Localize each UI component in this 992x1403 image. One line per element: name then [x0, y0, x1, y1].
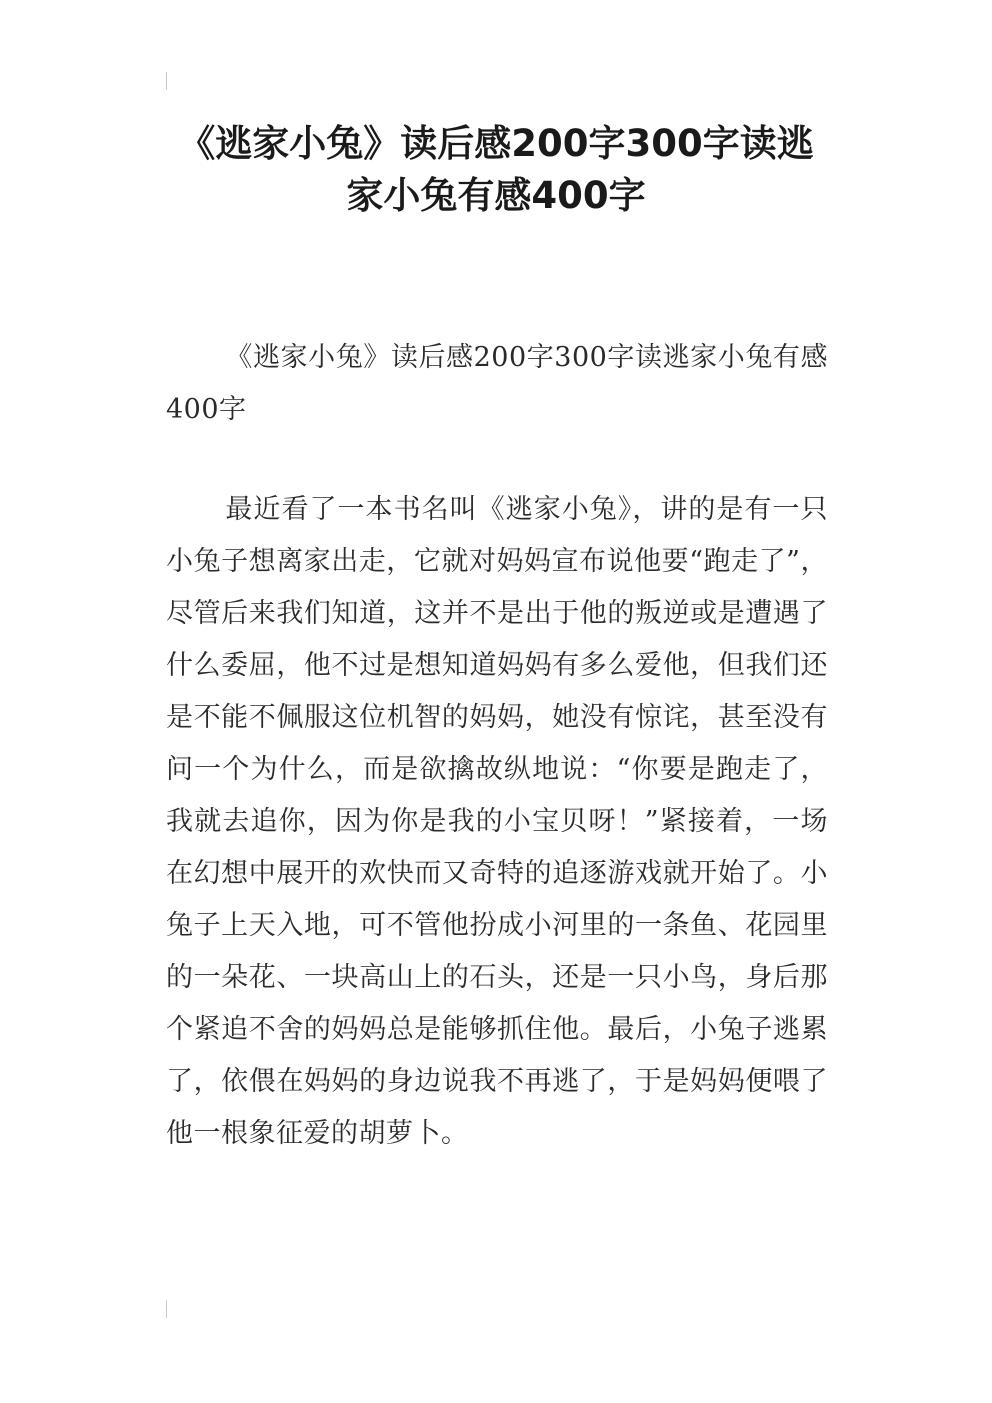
body-paragraph: 最近看了一本书名叫《逃家小兔》，讲的是有一只小兔子想离家出走，它就对妈妈宣布说他要“跑走了”，尽管后来我们知道，这并不是出于他的叛逆或是遭遇了什么委屈，他不过是想知道妈妈有多么爱他，但我们还是不能不佩服这位机智的妈妈，她没有惊诧，甚至没有问一个为什么，而是欲擒故纵地说：“你要是跑走了，我就去追你，因为你是我的小宝贝呀！”紧接着，一场在幻想中展开的欢快而又奇特的追逐游戏就开始了。小兔子上天入地，可不管他扮成小河里的一条鱼、花园里的一朵花、一块高山上的石头，还是一只小鸟，身后那个紧追不舍的妈妈总是能够抓住他。最后，小兔子逃累了，依偎在妈妈的身边说我不再逃了，于是妈妈便喂了他一根象征爱的胡萝卜。: [166, 494, 828, 1149]
document-title: 《逃家小兔》读后感200字300字读逃家小兔有感400字: [178, 122, 814, 217]
subtitle-paragraph: 《逃家小兔》读后感200字300字读逃家小兔有感400字: [166, 342, 828, 425]
page-corner-mark-top: [166, 72, 167, 90]
page-corner-mark-bottom: [166, 1300, 167, 1318]
